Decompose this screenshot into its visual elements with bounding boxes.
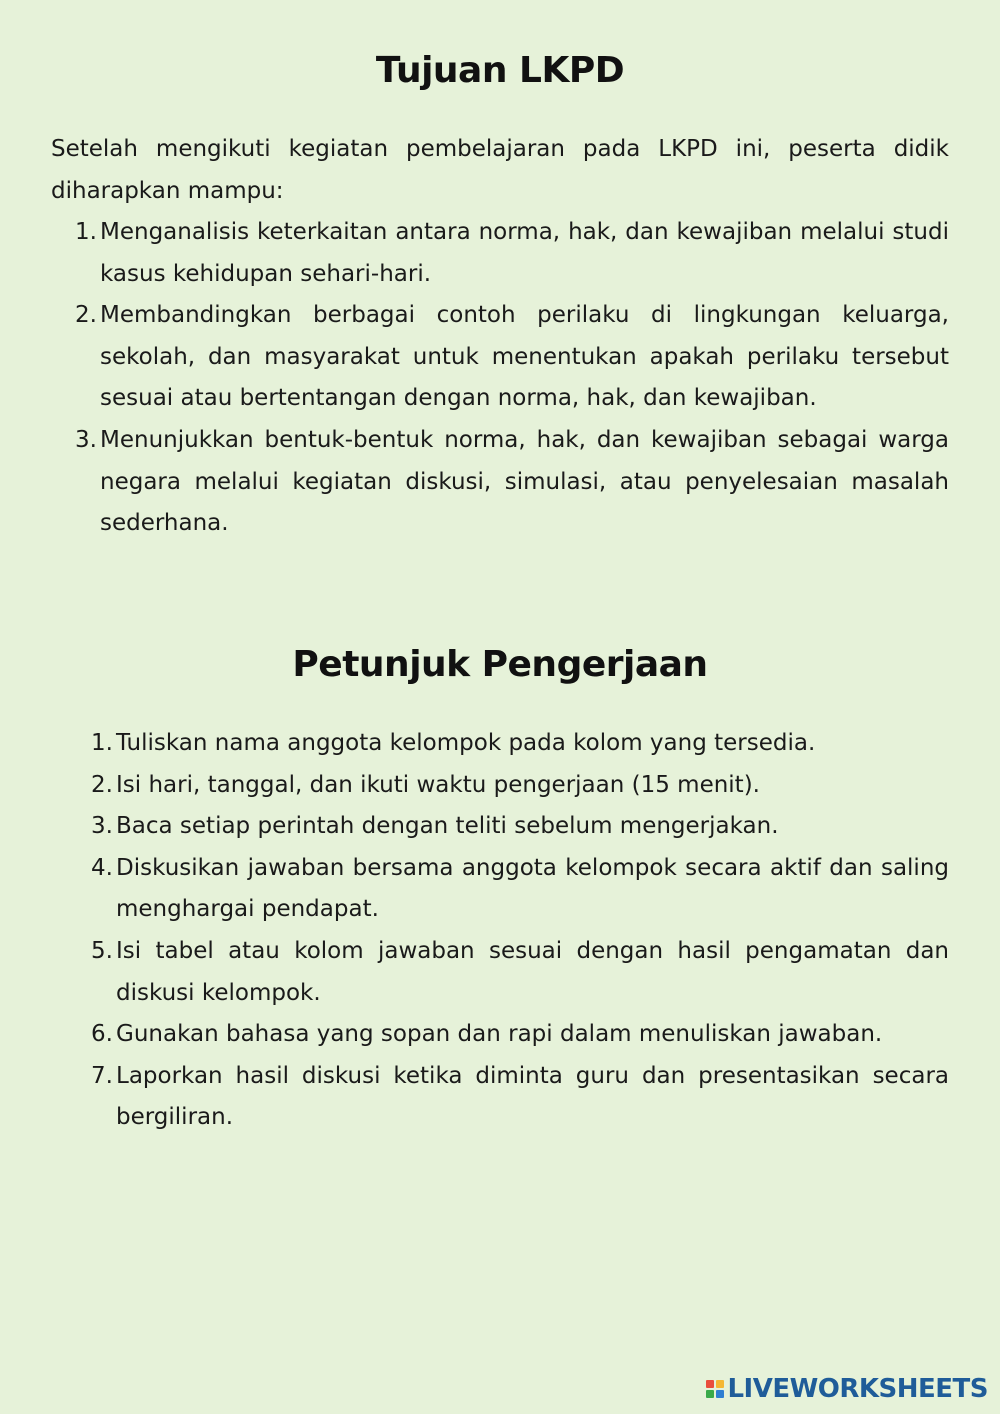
list-item-text: Baca setiap perintah dengan teliti sebelum mengerjakan. (116, 813, 779, 840)
list-item (51, 765, 949, 807)
objectives-list (51, 212, 949, 545)
section-title-tujuan: Tujuan LKPD (375, 50, 625, 91)
logo-square-red (706, 1380, 714, 1388)
list-item-number: 2. (91, 771, 113, 798)
list-item-number: 7. (91, 1062, 113, 1089)
list-item-text: Menganalisis keterkaitan antara norma, hak, dan kewajiban melalui studi kasus kehidupan sehari-hari. (100, 219, 949, 287)
list-item (51, 1014, 949, 1056)
list-item-number: 4. (91, 854, 113, 881)
list-item-number: 2. (75, 302, 97, 329)
list-item (51, 212, 949, 295)
logo-square-blue (716, 1390, 724, 1398)
list-item-number: 1. (75, 219, 97, 245)
section-title-petunjuk: Petunjuk Pengerjaan (292, 644, 708, 685)
list-item (51, 420, 949, 545)
logo-icon (706, 1380, 724, 1398)
list-item-text: Menunjukkan bentuk-bentuk norma, hak, dan kewajiban sebagai warga negara melalui kegiatan diskusi, simulasi, atau penyelesaian masalah sederhana. (100, 426, 949, 537)
list-item-text: Gunakan bahasa yang sopan dan rapi dalam menuliskan jawaban. (116, 1021, 883, 1048)
list-item-number: 6. (91, 1021, 113, 1048)
list-item (51, 848, 949, 931)
list-item (51, 295, 949, 420)
list-item-number: 3. (91, 813, 113, 840)
list-item-number: 3. (75, 426, 97, 453)
liveworksheets-logo[interactable] (706, 1375, 988, 1403)
instructions-list (51, 723, 949, 1139)
list-item (51, 1056, 949, 1139)
logo-square-yellow (716, 1380, 724, 1388)
list-item (51, 723, 949, 765)
list-item-number: 5. (91, 937, 113, 964)
list-item-text: Isi hari, tanggal, dan ikuti waktu pengerjaan (15 menit). (116, 771, 760, 798)
list-item-text: Laporkan hasil diskusi ketika diminta guru dan presentasikan secara bergiliran. (116, 1062, 949, 1131)
list-item (51, 806, 949, 848)
list-item-number: 1. (91, 730, 113, 756)
intro-paragraph: Setelah mengikuti kegiatan pembelajaran pada LKPD ini, peserta didik diharapkan mampu: (51, 136, 949, 204)
logo-square-green (706, 1390, 714, 1398)
list-item-text: Membandingkan berbagai contoh perilaku di lingkungan keluarga, sekolah, dan masyarakat untuk menentukan apakah perilaku tersebut sesuai atau bertentangan dengan norma, hak, dan kewajiban. (100, 302, 949, 412)
logo-text: LIVEWORKSHEETS (727, 1374, 988, 1404)
list-item-text: Isi tabel atau kolom jawaban sesuai dengan hasil pengamatan dan diskusi kelompok. (116, 937, 949, 1006)
list-item-text: Diskusikan jawaban bersama anggota kelompok secara aktif dan saling menghargai pendapat. (116, 854, 949, 923)
list-item-text: Tuliskan nama anggota kelompok pada kolom yang tersedia. (116, 730, 816, 756)
list-item (51, 931, 949, 1014)
